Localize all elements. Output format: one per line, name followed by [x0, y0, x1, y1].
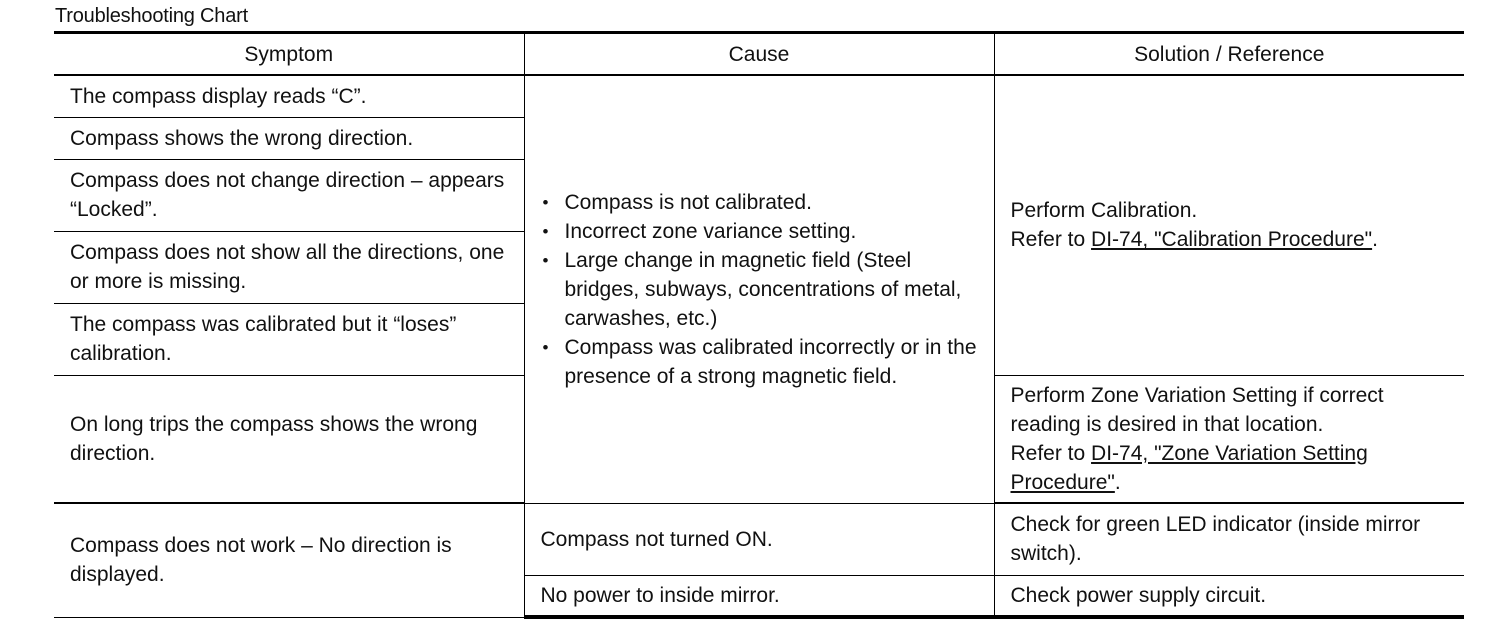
cause-item: • Compass is not calibrated.	[541, 188, 986, 217]
symptom-cell: Compass does not change direction – appears “Locked”.	[54, 159, 524, 231]
refer-prefix: Refer to	[1010, 441, 1092, 465]
header-symptom: Symptom	[54, 33, 524, 76]
table-row	[54, 503, 1464, 575]
table-row	[54, 75, 1464, 117]
solution-text: Perform Calibration.	[1010, 199, 1198, 223]
chart-caption: Troubleshooting Chart	[55, 5, 248, 27]
header-solution: Solution / Reference	[994, 33, 1464, 76]
cause-cell: No power to inside mirror.	[524, 575, 994, 617]
cause-item: • Compass was calibrated incorrectly or in the presence of a strong magnetic field.	[541, 333, 986, 391]
symptom-cell: Compass shows the wrong direction.	[54, 117, 524, 159]
refer-suffix: .	[1114, 470, 1121, 494]
cause-cell-calibration-group	[524, 75, 994, 503]
solution-cell: Check for green LED indicator (inside mirror switch).	[994, 503, 1464, 575]
reference-link-calibration[interactable]: DI-74, "Calibration Procedure"	[1091, 228, 1373, 252]
symptom-cell: Compass does not show all the directions, one or more is missing.	[54, 231, 524, 303]
troubleshooting-table	[54, 31, 1464, 619]
cause-cell: Compass not turned ON.	[524, 503, 994, 575]
header-row	[54, 33, 1464, 76]
cause-list	[541, 188, 986, 391]
symptom-cell: Compass does not work – No direction is displayed.	[54, 503, 524, 617]
solution-reference	[1011, 225, 1457, 254]
symptom-cell: The compass display reads “C”.	[54, 75, 524, 117]
symptom-cell: On long trips the compass shows the wrong direction.	[54, 375, 524, 503]
refer-suffix: .	[1372, 228, 1378, 252]
solution-text: Perform Zone Variation Setting if correct reading is desired in that location.	[1010, 383, 1384, 436]
solution-cell: Check power supply circuit.	[994, 575, 1464, 617]
cause-item: • Incorrect zone variance setting.	[541, 217, 986, 246]
cause-item: • Large change in magnetic field (Steel bridges, subways, concentrations of metal, carwashes, etc.)	[541, 246, 986, 333]
reference-link-zone[interactable]: DI-74, "Zone Variation Setting Procedure"	[1010, 441, 1368, 494]
solution-cell-zone	[994, 375, 1464, 503]
header-cause: Cause	[524, 33, 994, 76]
symptom-cell: The compass was calibrated but it “loses” calibration.	[54, 303, 524, 375]
solution-cell-calibration	[994, 75, 1464, 375]
solution-reference	[1011, 439, 1457, 497]
refer-prefix: Refer to	[1010, 228, 1092, 252]
